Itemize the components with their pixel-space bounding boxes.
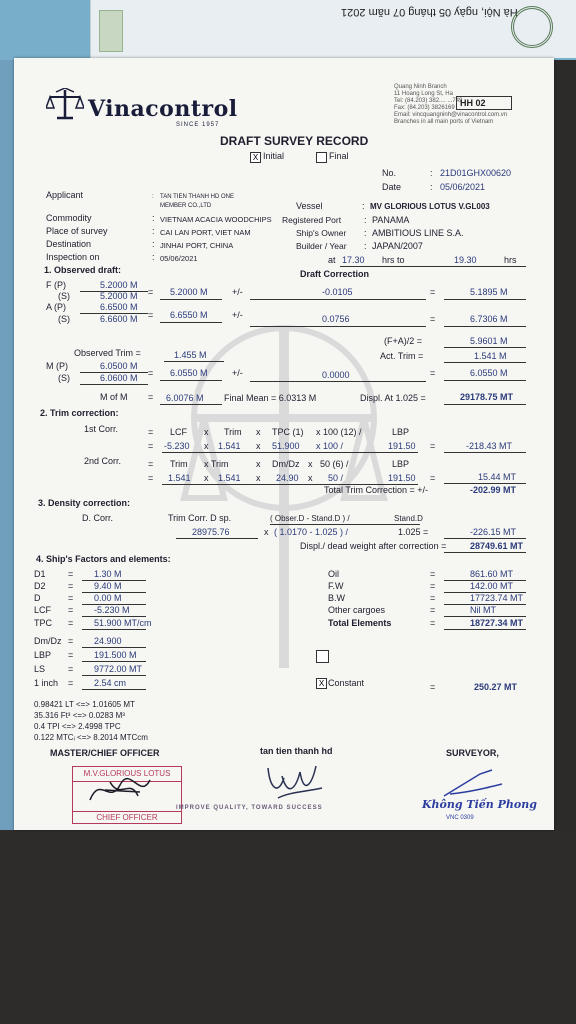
- standard-density-value: 1.025 =: [398, 527, 429, 537]
- surveyor-name: Không Tiến Phong: [422, 798, 537, 811]
- at-label: at: [328, 255, 336, 265]
- ms-value: 6.0600 M: [100, 373, 138, 383]
- factor-value: -5.230 M: [94, 605, 130, 615]
- trim-corr-dsp-label: Trim Corr. D sp.: [168, 513, 232, 523]
- element-value: 17723.74 MT: [470, 593, 524, 603]
- branch-address: Quang Ninh Branch 11 Hoang Long St, Ha Tel: (84.203) 382.... ...749 Fax: (84.203) 3826169 Email: vincquangninh@vinacontrol.com.vn Branches in all main ports of Vietnam: [394, 84, 508, 125]
- background-corner-stamp: [99, 10, 123, 52]
- at-value: 17.30: [342, 255, 365, 265]
- background-upside-down-text: Hà Nội, ngày 05 tháng 07 năm 2021: [341, 6, 518, 18]
- inspection-label: Inspection on: [46, 252, 100, 262]
- factor-value: 51.900 MT/cm: [94, 618, 152, 628]
- observed-trim-value: 1.455 M: [174, 350, 207, 360]
- vinacontrol-logo-icon: [46, 88, 84, 120]
- trim-corr-dsp-value: 28975.76: [192, 527, 230, 537]
- factor-label: TPC: [34, 618, 52, 628]
- builder-value: JAPAN/2007: [372, 241, 423, 251]
- second-correction-result: 15.44 MT: [478, 472, 517, 482]
- factor-value: 2.54 cm: [94, 678, 127, 688]
- element-value: Nil MT: [470, 605, 496, 615]
- observed-trim-label: Observed Trim =: [74, 348, 141, 358]
- density-corr-label: D. Corr.: [82, 513, 114, 523]
- factor-value: 1.30 M: [94, 569, 122, 579]
- background-document: [90, 0, 576, 58]
- place-label: Place of survey: [46, 226, 108, 236]
- factor-label: 1 inch: [34, 678, 59, 688]
- mp-label: M (P): [46, 361, 68, 371]
- place-value: CAI LAN PORT, VIET NAM: [160, 228, 251, 237]
- fp-label: F (P): [46, 280, 66, 290]
- element-label: B.W: [328, 593, 345, 603]
- ap-value: 6.6500 M: [100, 302, 138, 312]
- applicant-representative-label: tan tien thanh hd: [260, 746, 333, 756]
- total-trim-correction-label: Total Trim Correction = +/-: [324, 485, 429, 495]
- displacement-after-correction-label: Displ./ dead weight after correction =: [300, 541, 447, 551]
- a-result-value: 6.7306 M: [470, 314, 508, 324]
- vessel-value: MV GLORIOUS LOTUS V.GL003: [370, 202, 490, 211]
- registered-label: Registered Port: [282, 215, 342, 225]
- element-label: Oil: [328, 569, 339, 579]
- background-ornament: [511, 6, 553, 48]
- factor-label: LCF: [34, 605, 52, 615]
- a-corr-value: 0.0756: [322, 314, 350, 324]
- watermark-logo-icon: [164, 308, 404, 688]
- f-corr-value: -0.0105: [322, 287, 353, 297]
- factor-label: LS: [34, 664, 46, 674]
- final-mean: Final Mean = 6.0313 M: [224, 393, 317, 403]
- to-value: 19.30: [454, 255, 477, 265]
- m-of-m-label: M of M: [100, 392, 128, 402]
- final-checkbox: [316, 152, 327, 163]
- standard-density-label: Stand.D: [394, 514, 423, 523]
- commodity-value: VIETNAM ACACIA WOODCHIPS: [160, 215, 272, 224]
- factor-value: 9.40 M: [94, 581, 122, 591]
- vessel-stamp: M.V.GLORIOUS LOTUS CHIEF OFFICER: [72, 766, 182, 824]
- act-trim-label: Act. Trim =: [380, 351, 424, 361]
- draft-survey-record-paper: Vinacontrol SINCE 1957 Quang Ninh Branch 11 Hoang Long St, Ha Tel: (84.203) 382.... ...749 Fax: (84.203) 3826169 Email: vincquangninh@vinacontrol.com.vn Branches in all main ports of Vietnam HH 02 DRAFT SURVEY RECORD X Initial Final No. : 21D01GHX00620 Date : 05/06/2021 Applicant : TAN TIEN THANH HD ONE MEMBER CO.,LTD Commodity : VIETNAM ACACIA WOODCHIPS Place of survey : CAI LAN PORT, VIET NAM Destination : JINHAI PORT, CHINA Inspection on : 05/06/2021 Vessel : MV GLORIOUS LOTUS V.GL003 Registered Port : PANAMA Ship's Owner : AMBITIOUS LINE S.A. Builder / Year : JAPAN/2007 at 17.30 hrs to 19.30 hrs 1. Observed draft: Draft Correction F (P) (S) A (P) (S) 5.2000 M 5.2000 M 6.6500 M 6.6600 M = = 5.2000 M 6.6550 M +/- +/- -0.0105 0.0756 = = 5.1895 M 6.7306 M (F+A)/2 = 5.9601 M Act. Trim = 1.541 M Observed Trim = 1.455 M M (P) (S) 6.0500 M 6.0600 M = 6.0550 M +/- 0.0000 = 6.0550 M M of M = 6.0076 M Final Mean = 6.0313 M Displ. At 1.025 = 29178.75 MT 2. Trim correction: 1st Corr. 2nd Corr. = LCF x Trim x TPC (1) x 100 (12) / LBP = -5.230 x 1.541 x 51.900 x 100 / 191.50 = -218.43 MT = Trim x Trim x Dm/Dz x 50 (6) / LBP = 1.541 x 1.541 x 24.90 x 50 / 191.50 = 15.44 MT Total Trim Correction = +/- -202.99 MT 3. Density correction: D. Corr. Trim Corr. D sp. 28975.76 ( Obser.D - Stand.D ) / Stand.D x ( 1.0170 - 1.025 ) / 1.025 = -226.15 MT Displ./ dead weight after correction = 28749.61 MT 4. Ship's Factors and elements: D1 = 1.30 M D2 = 9.40 M D = 0.00 M LCF = -5.230 M TPC = 51.900 MT/cm Dm/Dz = 24.900 LBP = 191.500 M LS = 9772.00 MT 1 inch = 2.54 cm 0.98421 LT <=> 1.01605 MT 35.316 Ft³ <=> 0.0283 M³ 0.4 TPI <=> 2.4998 TPC 0.122 MTCᵢ <=> 8.2014 MTCcm Oil = 861.60 MT F.W = 142.00 MT B.W = 17723.74 MT Other cargoes = Nil MT Total Elements = 18727.34 MT X Constant = 250.27 MT MASTER/CHIEF OFFICER tan tien thanh hd SURVEYOR, M.V.GLORIOUS LOTUS CHIEF OFFICER Không Tiến Phong VNC 0309 IMPROVE QUALITY, TOWARD SUCCESS: [14, 58, 554, 830]
- constant-value: 250.27 MT: [474, 682, 518, 692]
- destination-label: Destination: [46, 239, 92, 249]
- density-correction-heading: 3. Density correction:: [38, 498, 131, 508]
- final-label: Final: [329, 151, 349, 161]
- element-value: 142.00 MT: [470, 581, 514, 591]
- element-label: Other cargoes: [328, 605, 386, 615]
- factor-value: 24.900: [94, 636, 122, 646]
- chief-officer-signature-icon: [80, 770, 170, 810]
- factor-value: 0.00 M: [94, 593, 122, 603]
- m-mean-value: 6.0550 M: [170, 368, 208, 378]
- conversion-tpi-tpc: 0.4 TPI <=> 2.4998 TPC: [34, 722, 121, 731]
- date-label: Date: [382, 182, 402, 192]
- fa2-value: 5.9601 M: [470, 336, 508, 346]
- act-trim-value: 1.541 M: [474, 351, 507, 361]
- inspection-value: 05/06/2021: [160, 254, 198, 263]
- as-label: (S): [58, 314, 70, 324]
- blank-checkbox: [316, 650, 329, 663]
- owner-value: AMBITIOUS LINE S.A.: [372, 228, 464, 238]
- conversion-lt-mt: 0.98421 LT <=> 1.01605 MT: [34, 700, 135, 709]
- m-result-value: 6.0550 M: [470, 368, 508, 378]
- company-since: SINCE 1957: [176, 122, 220, 128]
- first-correction-label: 1st Corr.: [84, 424, 119, 434]
- observed-draft-heading: 1. Observed draft:: [44, 265, 122, 275]
- conversion-mtci-mtccm: 0.122 MTCᵢ <=> 8.2014 MTCcm: [34, 733, 148, 742]
- trim-correction-heading: 2. Trim correction:: [40, 408, 119, 418]
- observed-standard-density-label: ( Obser.D - Stand.D ) /: [270, 514, 350, 523]
- commodity-label: Commodity: [46, 213, 92, 223]
- ap-label: A (P): [46, 302, 67, 312]
- density-correction-result: -226.15 MT: [470, 527, 517, 537]
- hrs-to-label: hrs to: [382, 255, 405, 265]
- factor-label: Dm/Dz: [34, 636, 62, 646]
- constant-label: Constant: [328, 678, 365, 688]
- displacement-after-correction-value: 28749.61 MT: [470, 541, 524, 551]
- fa2-label: (F+A)/2 =: [384, 336, 423, 346]
- m-of-m-value: 6.0076 M: [166, 393, 204, 403]
- applicant-value-line1: TAN TIEN THANH HD ONE: [160, 194, 235, 200]
- factor-label: D2: [34, 581, 46, 591]
- m-corr-value: 0.0000: [322, 370, 350, 380]
- initial-label: Initial: [263, 151, 285, 161]
- mp-value: 6.0500 M: [100, 361, 138, 371]
- factor-label: D: [34, 593, 41, 603]
- vessel-label: Vessel: [296, 201, 323, 211]
- displacement-label: Displ. At 1.025 =: [360, 393, 426, 403]
- applicant-signature-icon: [260, 758, 330, 804]
- page-title: DRAFT SURVEY RECORD: [220, 134, 369, 148]
- surveyor-code: VNC 0309: [446, 815, 474, 821]
- element-value: 18727.34 MT: [470, 618, 524, 628]
- builder-label: Builder / Year: [296, 241, 347, 251]
- table-surface: [0, 830, 576, 1024]
- fs-value: 5.2000 M: [100, 291, 138, 301]
- a-mean-value: 6.6550 M: [170, 310, 208, 320]
- conversion-ft-m: 35.316 Ft³ <=> 0.0283 M³: [34, 711, 125, 720]
- fp-value: 5.2000 M: [100, 280, 138, 290]
- surveyor-label: SURVEYOR,: [446, 748, 499, 758]
- master-chief-officer-label: MASTER/CHIEF OFFICER: [50, 748, 160, 758]
- factor-value: 9772.00 MT: [94, 664, 143, 674]
- f-mean-value: 5.2000 M: [170, 287, 208, 297]
- f-result-value: 5.1895 M: [470, 287, 508, 297]
- ships-factors-heading: 4. Ship's Factors and elements:: [36, 554, 171, 564]
- factor-label: LBP: [34, 650, 52, 660]
- date-value: 05/06/2021: [440, 182, 486, 192]
- factor-value: 191.500 M: [94, 650, 137, 660]
- initial-checkbox: X: [250, 152, 261, 163]
- total-trim-correction-value: -202.99 MT: [470, 485, 517, 495]
- no-label: No.: [382, 168, 397, 178]
- surveyor-signature-icon: [440, 766, 510, 800]
- fs-label: (S): [58, 291, 70, 301]
- as-value: 6.6600 M: [100, 314, 138, 324]
- displacement-value: 29178.75 MT: [460, 392, 514, 402]
- no-value: 21D01GHX00620: [440, 168, 512, 178]
- element-label: F.W: [328, 581, 344, 591]
- draft-correction-heading: Draft Correction: [300, 269, 370, 279]
- company-motto: IMPROVE QUALITY, TOWARD SUCCESS: [176, 805, 323, 811]
- owner-label: Ship's Owner: [296, 228, 347, 238]
- company-name: Vinacontrol: [88, 96, 238, 122]
- second-correction-label: 2nd Corr.: [84, 456, 122, 466]
- registered-value: PANAMA: [372, 215, 410, 225]
- factor-label: D1: [34, 569, 46, 579]
- density-values: ( 1.0170 - 1.025 ) /: [274, 527, 349, 537]
- first-correction-result: -218.43 MT: [466, 441, 513, 451]
- applicant-label: Applicant: [46, 190, 84, 200]
- applicant-value-line2: MEMBER CO.,LTD: [160, 203, 212, 209]
- element-label: Total Elements: [328, 618, 392, 628]
- form-code-box: HH 02: [456, 96, 512, 110]
- element-value: 861.60 MT: [470, 569, 514, 579]
- ms-label: (S): [58, 373, 70, 383]
- constant-checkbox: X: [316, 678, 327, 689]
- hrs-label: hrs: [504, 255, 517, 265]
- destination-value: JINHAI PORT, CHINA: [160, 241, 234, 250]
